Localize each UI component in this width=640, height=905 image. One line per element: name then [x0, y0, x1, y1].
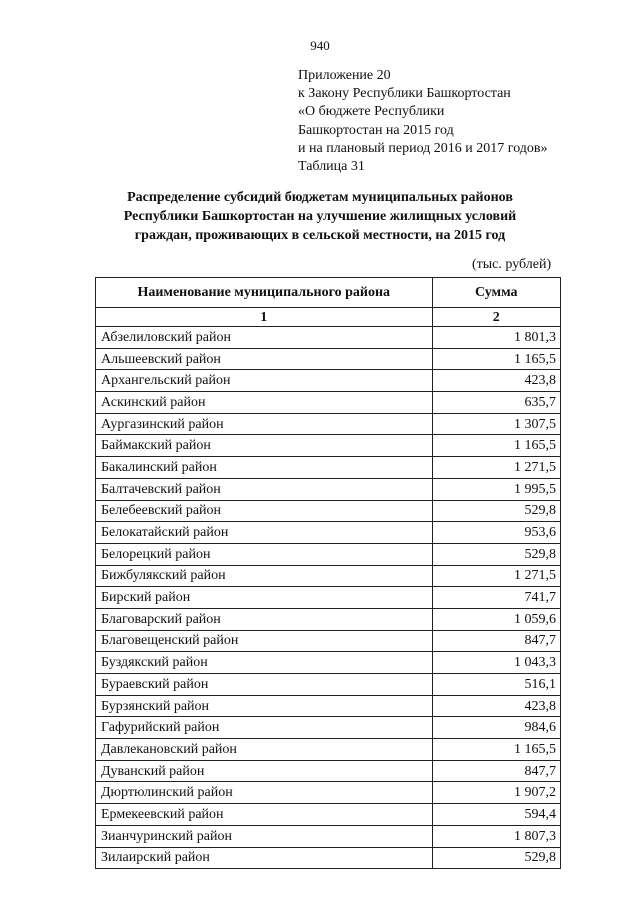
subsidy-amount: 1 271,5	[432, 457, 561, 479]
table-row	[96, 674, 561, 696]
district-name: Бирский район	[96, 587, 433, 609]
subsidy-amount: 1 995,5	[432, 478, 561, 500]
subsidy-amount: 529,8	[432, 543, 561, 565]
document-title	[0, 188, 640, 245]
district-name: Бакалинский район	[96, 457, 433, 479]
subsidy-amount: 1 807,3	[432, 825, 561, 847]
district-name: Альшеевский район	[96, 348, 433, 370]
district-name: Дюртюлинский район	[96, 782, 433, 804]
table-body	[96, 327, 561, 869]
table-row	[96, 543, 561, 565]
subsidy-amount: 1 165,5	[432, 348, 561, 370]
subsidy-amount: 1 043,3	[432, 652, 561, 674]
units-label: (тыс. рублей)	[472, 257, 552, 272]
table-row	[96, 435, 561, 457]
subsidy-amount: 516,1	[432, 674, 561, 696]
subsidy-amount: 953,6	[432, 522, 561, 544]
title-line: граждан, проживающих в сельской местности, на 2015 год	[134, 228, 506, 243]
subsidy-table	[95, 277, 561, 869]
district-name: Аургазинский район	[96, 413, 433, 435]
table-row	[96, 565, 561, 587]
page-number: 940	[310, 38, 330, 53]
table-row	[96, 478, 561, 500]
table-row	[96, 695, 561, 717]
column-number: 2	[432, 308, 561, 327]
title-line: Распределение субсидий бюджетам муниципальных районов	[127, 190, 513, 205]
appendix-line: к Закону Республики Башкортостан	[298, 86, 511, 102]
table-row	[96, 760, 561, 782]
appendix-line: «О бюджете Республики	[298, 104, 445, 120]
subsidy-amount: 423,8	[432, 370, 561, 392]
district-name: Аскинский район	[96, 392, 433, 414]
subsidy-amount: 529,8	[432, 847, 561, 869]
subsidy-amount: 1 165,5	[432, 739, 561, 761]
subsidy-amount: 423,8	[432, 695, 561, 717]
district-name: Бураевский район	[96, 674, 433, 696]
district-name: Балтачевский район	[96, 478, 433, 500]
table-header-row	[96, 278, 561, 308]
table-row	[96, 370, 561, 392]
subsidy-amount: 1 907,2	[432, 782, 561, 804]
table-row	[96, 804, 561, 826]
district-name: Давлекановский район	[96, 739, 433, 761]
subsidy-amount: 984,6	[432, 717, 561, 739]
table-row	[96, 457, 561, 479]
subsidy-amount: 847,7	[432, 760, 561, 782]
subsidy-amount: 1 271,5	[432, 565, 561, 587]
district-name: Благовещенский район	[96, 630, 433, 652]
table-row	[96, 327, 561, 349]
table-row	[96, 652, 561, 674]
table-row	[96, 608, 561, 630]
table-row	[96, 630, 561, 652]
appendix-line: Приложение 20	[298, 68, 391, 83]
district-name: Белокатайский район	[96, 522, 433, 544]
district-name: Зилаирский район	[96, 847, 433, 869]
district-name: Белебеевский район	[96, 500, 433, 522]
table-row	[96, 847, 561, 869]
district-name: Дуванский район	[96, 760, 433, 782]
subsidy-amount: 529,8	[432, 500, 561, 522]
table-row	[96, 348, 561, 370]
table-row	[96, 717, 561, 739]
district-name: Ермекеевский район	[96, 804, 433, 826]
table-row	[96, 522, 561, 544]
district-name: Бижбулякский район	[96, 565, 433, 587]
district-name: Благоварский район	[96, 608, 433, 630]
table-row	[96, 587, 561, 609]
subsidy-amount: 847,7	[432, 630, 561, 652]
appendix-line: Таблица 31	[298, 159, 365, 175]
title-line: Республики Башкортостан на улучшение жилищных условий	[123, 209, 517, 224]
table-row	[96, 825, 561, 847]
subsidy-amount: 1 307,5	[432, 413, 561, 435]
subsidy-amount: 741,7	[432, 587, 561, 609]
appendix-line: Башкортостан на 2015 год	[298, 122, 454, 138]
column-header-name: Наименование муниципального района	[96, 278, 433, 308]
table-row	[96, 500, 561, 522]
appendix-header	[298, 67, 548, 176]
column-number-row	[96, 308, 561, 327]
table-row	[96, 413, 561, 435]
subsidy-amount: 594,4	[432, 804, 561, 826]
column-header-sum: Сумма	[432, 278, 561, 308]
column-number: 1	[96, 308, 433, 327]
district-name: Зианчуринский район	[96, 825, 433, 847]
district-name: Баймакский район	[96, 435, 433, 457]
subsidy-amount: 1 059,6	[432, 608, 561, 630]
subsidy-amount: 1 801,3	[432, 327, 561, 349]
district-name: Гафурийский район	[96, 717, 433, 739]
table-row	[96, 739, 561, 761]
district-name: Архангельский район	[96, 370, 433, 392]
appendix-line: и на плановый период 2016 и 2017 годов»	[298, 140, 548, 156]
subsidy-amount: 635,7	[432, 392, 561, 414]
subsidy-amount: 1 165,5	[432, 435, 561, 457]
district-name: Абзелиловский район	[96, 327, 433, 349]
table-row	[96, 782, 561, 804]
table-row	[96, 392, 561, 414]
district-name: Бурзянский район	[96, 695, 433, 717]
district-name: Белорецкий район	[96, 543, 433, 565]
district-name: Буздякский район	[96, 652, 433, 674]
